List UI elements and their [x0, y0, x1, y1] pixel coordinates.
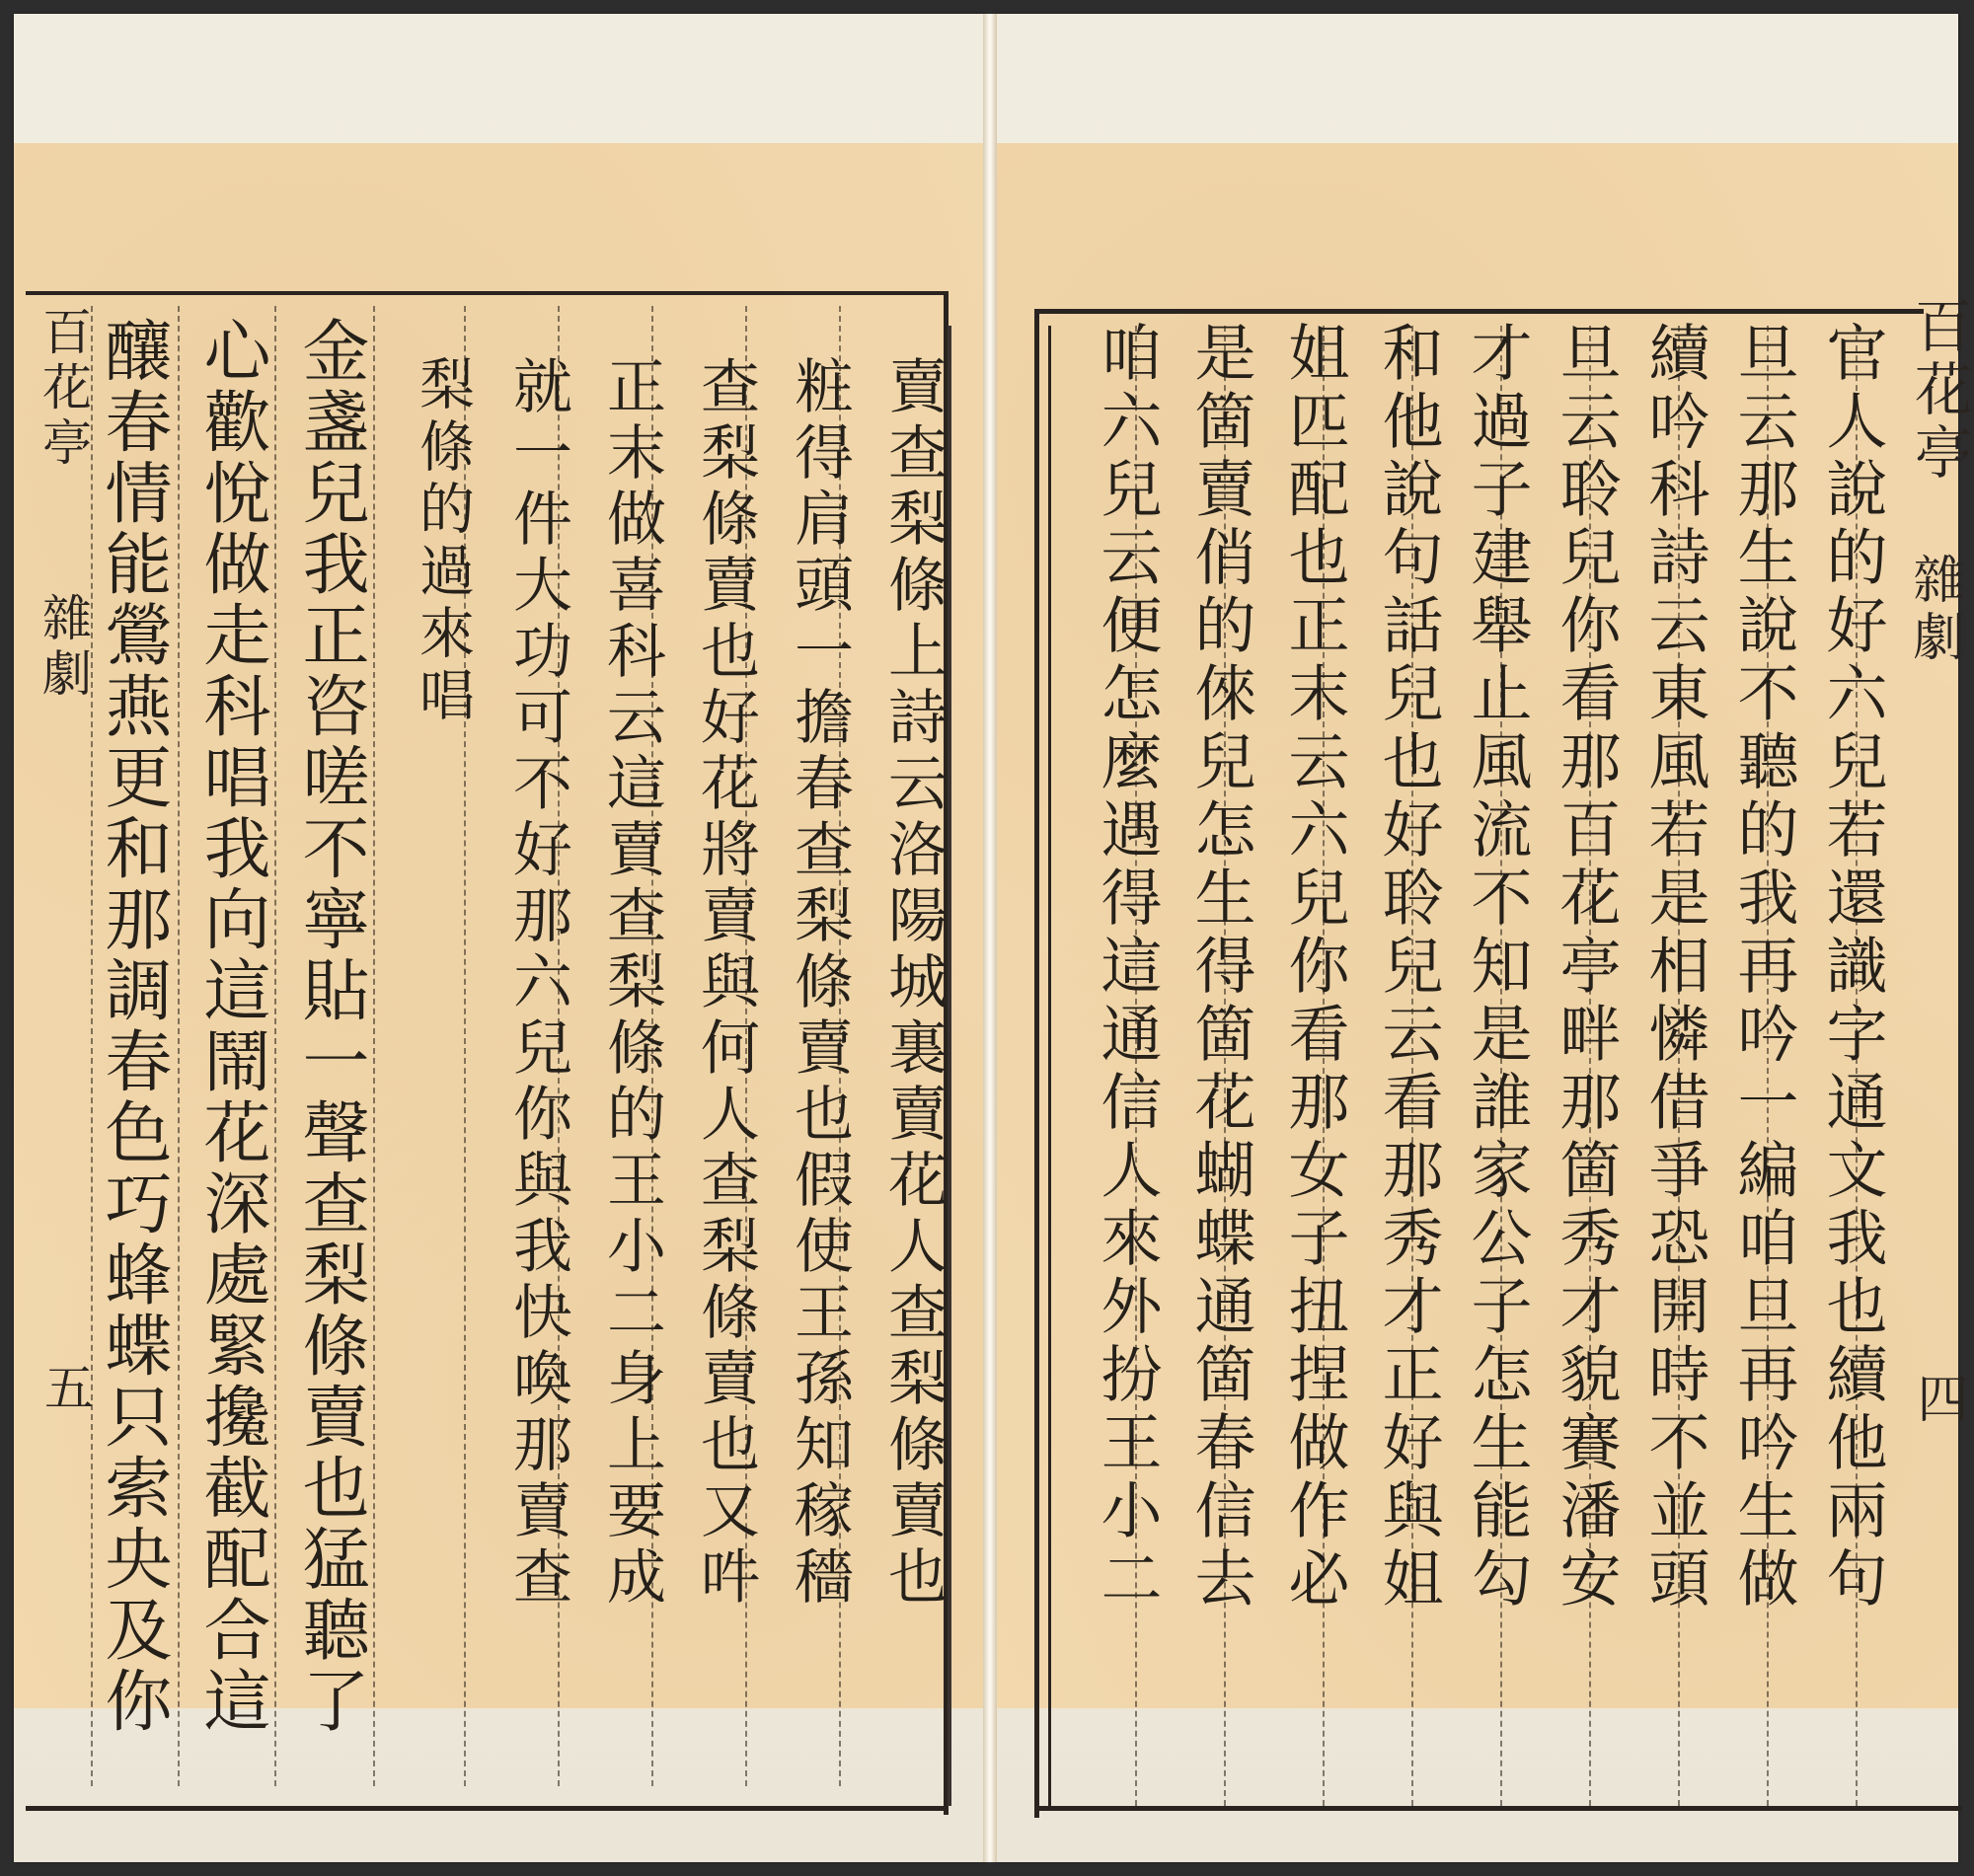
right-text-column-9: 咱六兒云便怎麼遇得這通信人來外扮王小二: [1091, 321, 1163, 1614]
left-text-column-2: 粧得肩頭一擔春查梨條賣也假使王孫知稼穡: [785, 355, 854, 1612]
left-text-column-5: 就一件大功可不好那六兒你與我快喚那賣查: [503, 355, 572, 1612]
right-text-column-2: 旦云那生說不聽的我再吟一編咱旦再吟生做: [1727, 321, 1799, 1614]
left-text-column-8: 心歡悅做走科唱我向這鬧花深處緊攙截配合這: [192, 316, 270, 1737]
left-margin-title: 百花亭: [35, 306, 92, 472]
right-text-column-5: 才過子建舉止風流不知是誰家公子怎生能勾: [1461, 321, 1533, 1614]
right-text-column-3: 續吟科詩云東風若是相憐借爭恐開時不並頭: [1638, 321, 1710, 1614]
left-column-rule: [178, 306, 180, 1786]
left-text-column-6: 梨條的過來唱: [411, 355, 475, 728]
left-frame-bottom: [26, 1806, 949, 1811]
left-text-column-1: 賣查梨條上詩云洛陽城裏賣花人查梨條賣也: [878, 355, 948, 1612]
right-text-column-8: 是箇賣俏的倈兒怎生得箇花蝴蝶通箇春信去: [1184, 321, 1256, 1614]
right-text-column-4: 旦云聆兒你看那百花亭畔那箇秀才貌賽潘安: [1550, 321, 1622, 1614]
right-text-column-6: 和他說句話兒也好聆兒云看那秀才正好與姐: [1372, 321, 1444, 1614]
left-text-column-9: 釀春情能鶯燕更和那調春色巧蜂蝶只索央及你: [94, 316, 172, 1737]
right-frame-inner-line: [1048, 326, 1051, 1806]
left-margin-genre: 雜劇: [35, 592, 92, 703]
book-gutter: [983, 14, 997, 1862]
right-page-number: 四: [1908, 1372, 1967, 1429]
left-text-column-3: 查梨條賣也好花將賣與何人查梨條賣也又吽: [691, 355, 760, 1612]
left-column-rule: [274, 306, 276, 1786]
right-margin-genre: 雜劇: [1904, 553, 1963, 667]
left-text-column-7: 金盞兒我正咨嗟不寧貼一聲查梨條賣也猛聽了: [291, 316, 369, 1737]
right-frame-bottom: [1034, 1806, 1962, 1811]
right-margin-title: 百花亭: [1905, 296, 1972, 486]
right-text-column-7: 姐匹配也正末云六兒你看那女子扭捏做作必: [1278, 321, 1350, 1614]
left-text-column-4: 正末做喜科云這賣查梨條的王小二身上要成: [597, 355, 666, 1612]
left-column-rule: [91, 306, 93, 1786]
right-text-column-1: 官人說的好六兒若還識字通文我也續他兩句: [1816, 321, 1888, 1614]
left-frame-inner-line: [948, 326, 951, 1806]
left-page-number: 五: [37, 1362, 94, 1417]
left-column-rule: [373, 306, 375, 1786]
